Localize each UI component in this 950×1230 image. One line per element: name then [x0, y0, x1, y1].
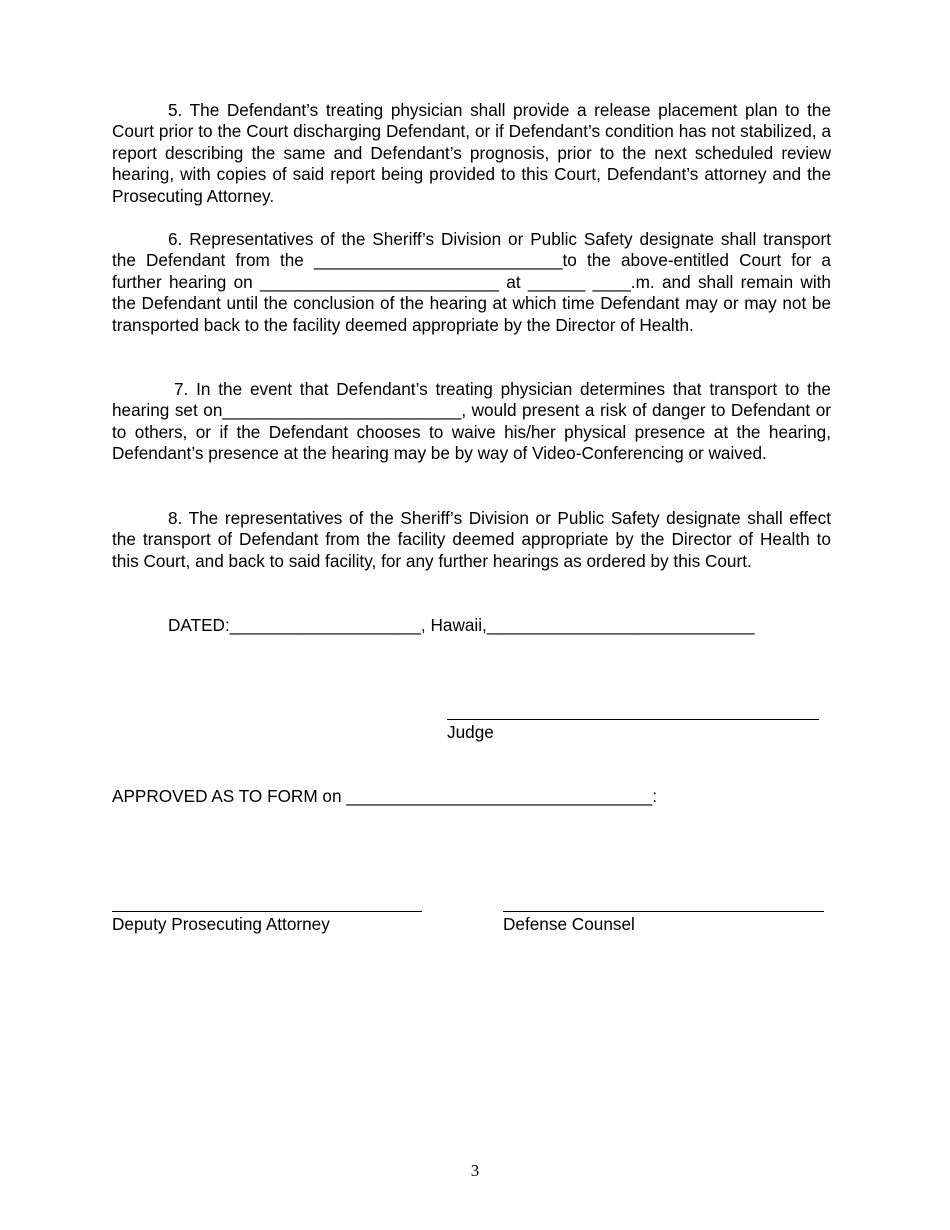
page-number: 3	[470, 1161, 480, 1180]
paragraph-5: 5. The Defendant’s treating physician shall provide a release placement plan to the Court prior to the Court discharging Defendant, or if Defendant’s condition has not stabilized, a report describing the same and Defendant’s prognosis, prior to the next scheduled review hearing, with copies of said report being provided to this Court, Defendant’s attorney and the Prosecuting Attorney.	[112, 100, 831, 206]
paragraph-6: 6. Representatives of the Sheriff’s Division or Public Safety designate shall transport the Defendant from the __________________________to the above-entitled Court for a further hearing on _________________________ at ______ ____.m. and shall remain with the Defendant until the conclusion of the hearing at which time Defendant may or may not be transported back to the facility deemed appropriate by the Director of Health.	[112, 229, 831, 335]
defense-signature-line	[503, 911, 824, 912]
prosecutor-signature-line	[112, 911, 422, 912]
judge-label: Judge	[447, 722, 494, 742]
dated-line: DATED:____________________, Hawaii,____________________________	[168, 615, 755, 635]
approved-as-to-form-line: APPROVED AS TO FORM on ________________________________:	[112, 786, 657, 806]
judge-signature-line	[447, 719, 819, 720]
paragraph-8: 8. The representatives of the Sheriff’s Division or Public Safety designate shall effect the transport of Defendant from the facility deemed appropriate by the Director of Health to this Court, and back to said facility, for any further hearings as ordered by this Court.	[112, 508, 831, 571]
defense-counsel-label: Defense Counsel	[503, 914, 635, 934]
prosecutor-label: Deputy Prosecuting Attorney	[112, 914, 330, 934]
paragraph-7: 7. In the event that Defendant’s treating physician determines that transport to the hearing set on_________________________, would present a risk of danger to Defendant or to others, or if the Defendant chooses to waive his/her physical presence at the hearing, Defendant’s presence at the hearing may be by way of Video-Conferencing or waived.	[112, 379, 831, 464]
